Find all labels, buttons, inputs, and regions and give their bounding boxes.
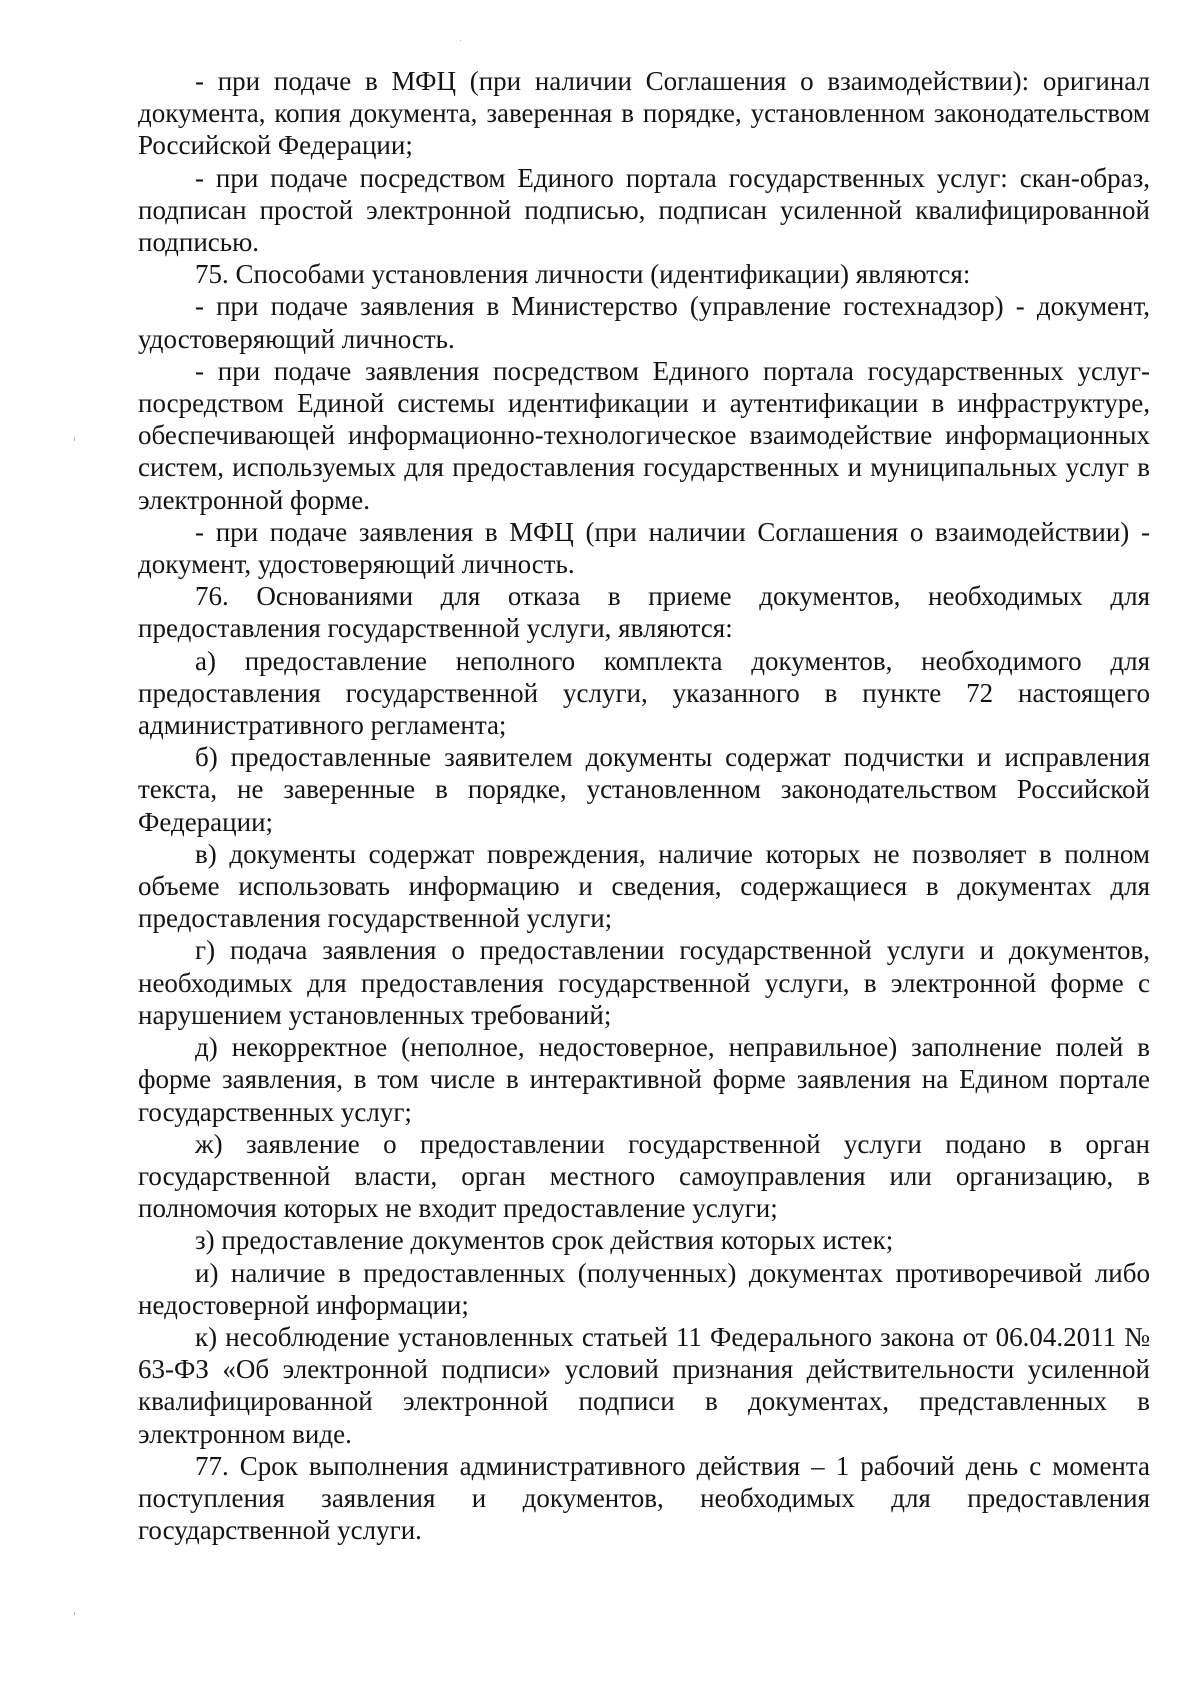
scan-speck	[460, 40, 461, 41]
paragraph-refusal-b: б) предоставленные заявителем документы содержат подчистки и исправления текста, не заверенные в порядке, установленном законодательством Российской Федерации;	[138, 742, 1150, 837]
paragraph-refusal-k: к) несоблюдение установленных статьей 11 Федерального закона от 06.04.2011 № 63-ФЗ «Об электронной подписи» условий признания действительности усиленной квалифицированной электронной подписи в документах, представленных в электронном виде.	[138, 1321, 1150, 1449]
paragraph-portal-identity: - при подаче заявления посредством Единого портала государственных услуг- посредством Единой системы идентификации и аутентификации в инфраструктуре, обеспечивающей информационно-технологическое взаимодействие информационных систем, используемых для предоставления государственных и муниципальных услуг в электронной форме.	[138, 355, 1150, 515]
paragraph-ministry-identity: - при подаче заявления в Министерство (управление гостехнадзор) - документ, удостоверяющий личность.	[138, 291, 1150, 354]
paragraph-refusal-a: а) предоставление неполного комплекта документов, необходимого для предоставления государственной услуги, указанного в пункте 72 настоящего административного регламента;	[138, 645, 1150, 741]
paragraph-item-75: 75. Способами установления личности (идентификации) являются:	[195, 259, 971, 290]
paragraph-item-76: 76. Основаниями для отказа в приеме документов, необходимых для предоставления государственной услуги, являются:	[138, 581, 1150, 644]
paragraph-refusal-g: г) подача заявления о предоставлении государственной услуги и документов, необходимых для предоставления государственной услуги, в электронной форме с нарушением установленных требований;	[138, 935, 1150, 1030]
scan-speck	[74, 1612, 75, 1615]
paragraph-refusal-i: и) наличие в предоставленных (полученных) документах противоречивой либо недостоверной информации;	[138, 1257, 1150, 1320]
paragraph-item-77: 77. Срок выполнения административного действия – 1 рабочий день с момента поступления заявления и документов, необходимых для предоставления государственной услуги.	[138, 1450, 1150, 1546]
scan-speck	[74, 437, 75, 441]
paragraph-portal-submission: - при подаче посредством Единого портала государственных услуг: скан-образ, подписан простой электронной подписью, подписан усиленной квалифицированной подписью.	[138, 162, 1150, 258]
paragraph-refusal-d: д) некорректное (неполное, недостоверное, неправильное) заполнение полей в форме заявления, в том числе в интерактивной форме заявления на Едином портале государственных услуг;	[138, 1032, 1150, 1127]
paragraph-refusal-v: в) документы содержат повреждения, наличие которых не позволяет в полном объеме использовать информацию и сведения, содержащиеся в документах для предоставления государственной услуги;	[138, 838, 1150, 934]
document-body	[138, 65, 1150, 1546]
paragraph-mfc-submission: - при подаче в МФЦ (при наличии Соглашения о взаимодействии): оригинал документа, копия документа, заверенная в порядке, установленном законодательством Российской Федерации;	[138, 66, 1150, 161]
paragraph-refusal-zh: ж) заявление о предоставлении государственной услуги подано в орган государственной власти, орган местного самоуправления или организацию, в полномочия которых не входит предоставление услуги;	[138, 1128, 1150, 1224]
paragraph-refusal-z: з) предоставление документов срок действия которых истек;	[195, 1225, 894, 1256]
paragraph-mfc-identity: - при подаче заявления в МФЦ (при наличии Соглашения о взаимодействии) - документ, удостоверяющий личность.	[138, 516, 1150, 580]
